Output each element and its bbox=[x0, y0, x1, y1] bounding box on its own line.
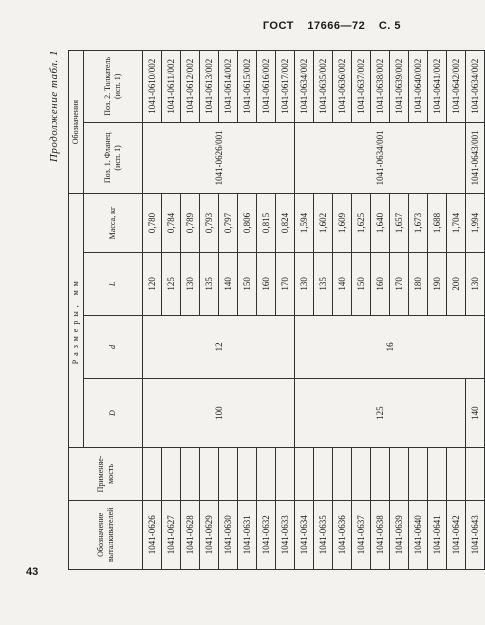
cell-L: 170 bbox=[390, 252, 409, 315]
cell-D: 125 bbox=[295, 378, 466, 447]
table-caption: Продолжение табл. 1 bbox=[48, 50, 60, 163]
col-code-header: Обозначение выталкивателей bbox=[69, 500, 143, 569]
cell-code: 1041-0642 bbox=[447, 500, 466, 569]
cell-pusher: 1041-0640/002 bbox=[409, 51, 428, 123]
cell-L: 150 bbox=[352, 252, 371, 315]
cell-mass: 0,797 bbox=[219, 194, 238, 253]
cell-code: 1041-0627 bbox=[162, 500, 181, 569]
cell-mass: 1,625 bbox=[352, 194, 371, 253]
cell-pusher: 1041-0610/002 bbox=[143, 51, 162, 123]
cell-L: 160 bbox=[257, 252, 276, 315]
cell-code: 1041-0633 bbox=[276, 500, 295, 569]
cell-L: 160 bbox=[371, 252, 390, 315]
cell-mass: 0,815 bbox=[257, 194, 276, 253]
cell-L: 120 bbox=[143, 252, 162, 315]
cell-L: 135 bbox=[314, 252, 333, 315]
cell-pusher: 1041-0611/002 bbox=[162, 51, 181, 123]
cell-pusher: 1041-0616/002 bbox=[257, 51, 276, 123]
cell-code: 1041-0636 bbox=[333, 500, 352, 569]
cell-flange: 1041-0634/001 bbox=[295, 122, 466, 194]
cell-pusher: 1041-0636/002 bbox=[333, 51, 352, 123]
cell-pusher: 1041-0634/002 bbox=[295, 51, 314, 123]
sizes-title: Размеры, мм bbox=[69, 194, 84, 448]
cell-D: 140 bbox=[466, 378, 485, 447]
gost-label: ГОСТ bbox=[262, 20, 294, 32]
cell-applic bbox=[200, 448, 219, 500]
cell-L: 150 bbox=[238, 252, 257, 315]
cell-applic bbox=[295, 448, 314, 500]
cell-L: 200 bbox=[447, 252, 466, 315]
cell-mass: 0,806 bbox=[238, 194, 257, 253]
cell-D: 100 bbox=[143, 378, 295, 447]
cell-applic bbox=[447, 448, 466, 500]
cell-L: 130 bbox=[466, 252, 485, 315]
col-mass-header: Масса, кг bbox=[84, 194, 143, 253]
cell-pusher: 1041-0613/002 bbox=[200, 51, 219, 123]
col-D-header: D bbox=[84, 378, 143, 447]
cell-pusher: 1041-0638/002 bbox=[371, 51, 390, 123]
header-row-1 bbox=[69, 51, 84, 570]
cell-code: 1041-0626 bbox=[143, 500, 162, 569]
cell-applic bbox=[371, 448, 390, 500]
cell-applic bbox=[238, 448, 257, 500]
cell-code: 1041-0640 bbox=[409, 500, 428, 569]
cell-applic bbox=[409, 448, 428, 500]
cell-pusher: 1041-0635/002 bbox=[314, 51, 333, 123]
cell-L: 130 bbox=[295, 252, 314, 315]
cell-mass: 1,994 bbox=[466, 194, 485, 253]
cell-pusher: 1041-0642/002 bbox=[447, 51, 466, 123]
cell-mass: 0,793 bbox=[200, 194, 219, 253]
col-d-header: d bbox=[84, 315, 143, 378]
page-header bbox=[253, 20, 401, 32]
cell-pusher: 1041-0615/002 bbox=[238, 51, 257, 123]
cell-mass: 1,609 bbox=[333, 194, 352, 253]
cell-applic bbox=[333, 448, 352, 500]
cell-L: 140 bbox=[219, 252, 238, 315]
cell-applic bbox=[276, 448, 295, 500]
col-pusher-header: Поз. 2. Толкатель (исп. 1) bbox=[84, 51, 143, 123]
page-label: С. 5 bbox=[378, 20, 401, 32]
cell-pusher: 1041-0617/002 bbox=[276, 51, 295, 123]
cell-applic bbox=[219, 448, 238, 500]
table-body bbox=[143, 51, 485, 570]
cell-applic bbox=[352, 448, 371, 500]
cell-applic bbox=[181, 448, 200, 500]
table-row bbox=[143, 51, 162, 570]
cell-L: 125 bbox=[162, 252, 181, 315]
cell-d: 16 bbox=[295, 315, 485, 378]
cell-applic bbox=[466, 448, 485, 500]
cell-L: 190 bbox=[428, 252, 447, 315]
cell-code: 1041-0641 bbox=[428, 500, 447, 569]
cell-mass: 0,780 bbox=[143, 194, 162, 253]
cell-mass: 1,688 bbox=[428, 194, 447, 253]
cell-d: 12 bbox=[143, 315, 295, 378]
cell-applic bbox=[428, 448, 447, 500]
cell-pusher: 1041-0637/002 bbox=[352, 51, 371, 123]
cell-L: 130 bbox=[181, 252, 200, 315]
cell-code: 1041-0638 bbox=[371, 500, 390, 569]
col-L-header: L bbox=[84, 252, 143, 315]
cell-mass: 1,704 bbox=[447, 194, 466, 253]
cell-mass: 0,784 bbox=[162, 194, 181, 253]
cell-code: 1041-0629 bbox=[200, 500, 219, 569]
gost-number: 17666—72 bbox=[307, 20, 366, 32]
cell-code: 1041-0643 bbox=[466, 500, 485, 569]
cell-code: 1041-0628 bbox=[181, 500, 200, 569]
rotated-table-block bbox=[48, 50, 480, 570]
cell-pusher: 1041-0634/002 bbox=[466, 51, 485, 123]
cell-mass: 1,673 bbox=[409, 194, 428, 253]
cell-pusher: 1041-0639/002 bbox=[390, 51, 409, 123]
col-applic-header: Применяе-мость bbox=[69, 448, 143, 500]
cell-pusher: 1041-0641/002 bbox=[428, 51, 447, 123]
cell-mass: 1,640 bbox=[371, 194, 390, 253]
cell-mass: 1,602 bbox=[314, 194, 333, 253]
cell-applic bbox=[162, 448, 181, 500]
cell-mass: 0,824 bbox=[276, 194, 295, 253]
cell-code: 1041-0631 bbox=[238, 500, 257, 569]
cell-mass: 1,594 bbox=[295, 194, 314, 253]
cell-L: 180 bbox=[409, 252, 428, 315]
table-row bbox=[295, 51, 314, 570]
cell-flange: 1041-0643/001 bbox=[466, 122, 485, 194]
spec-table bbox=[68, 50, 485, 570]
cell-code: 1041-0637 bbox=[352, 500, 371, 569]
cell-code: 1041-0635 bbox=[314, 500, 333, 569]
designations-header: Обозначения bbox=[69, 51, 84, 194]
cell-L: 135 bbox=[200, 252, 219, 315]
cell-pusher: 1041-0612/002 bbox=[181, 51, 200, 123]
col-flange-header: Поз. 1. Фланец (исп. 1) bbox=[84, 122, 143, 194]
cell-mass: 1,657 bbox=[390, 194, 409, 253]
cell-L: 170 bbox=[276, 252, 295, 315]
cell-flange: 1041-0626/001 bbox=[143, 122, 295, 194]
page-number: 43 bbox=[26, 566, 39, 578]
cell-code: 1041-0632 bbox=[257, 500, 276, 569]
cell-mass: 0,789 bbox=[181, 194, 200, 253]
table-row bbox=[466, 51, 485, 570]
cell-applic bbox=[314, 448, 333, 500]
cell-code: 1041-0630 bbox=[219, 500, 238, 569]
cell-applic bbox=[257, 448, 276, 500]
cell-code: 1041-0639 bbox=[390, 500, 409, 569]
cell-code: 1041-0634 bbox=[295, 500, 314, 569]
cell-applic bbox=[143, 448, 162, 500]
cell-L: 140 bbox=[333, 252, 352, 315]
cell-pusher: 1041-0614/002 bbox=[219, 51, 238, 123]
cell-applic bbox=[390, 448, 409, 500]
